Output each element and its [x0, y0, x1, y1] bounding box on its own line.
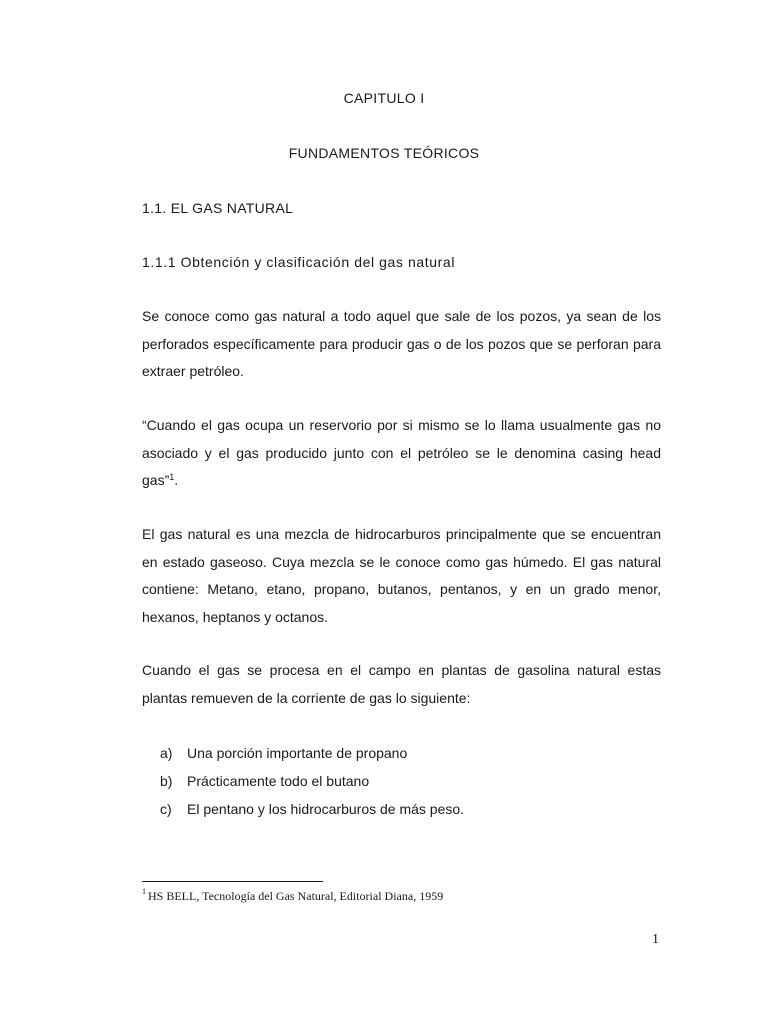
- removal-list: [160, 739, 464, 823]
- list-item: [160, 767, 464, 795]
- list-item-text: Prácticamente todo el butano: [187, 773, 370, 789]
- footnote-divider: [142, 881, 323, 882]
- list-item-text: El pentano y los hidrocarburos de más peso.: [187, 801, 465, 817]
- chapter-subtitle: FUNDAMENTOS TEÓRICOS: [288, 145, 480, 161]
- footnote-reference: 1: [169, 472, 175, 482]
- quote-text: “Cuando el gas ocupa un reservorio por si mismo se lo llama usualmente gas no asociado y el gas producido junto con el petróleo se le denomina casing head gas”: [142, 417, 661, 488]
- paragraph-composition: El gas natural es una mezcla de hidrocarburos principalmente que se encuentran en estado gaseoso. Cuya mezcla se le conoce como gas húmedo. El gas natural contiene: Metano, etano, propano, butanos, pentanos, y en un grado menor, hexanos, heptanos y octanos.: [142, 526, 661, 625]
- list-item-text: Una porción importante de propano: [187, 745, 408, 761]
- list-marker: c): [160, 801, 172, 817]
- subsection-heading: 1.1.1 Obtención y clasificación del gas natural: [142, 254, 456, 270]
- paragraph-definition: Se conoce como gas natural a todo aquel que sale de los pozos, ya sean de los perforados específicamente para producir gas o de los pozos que se perforan para extraer petróleo.: [142, 308, 661, 379]
- list-item: [160, 739, 464, 767]
- footnote-number: 1: [142, 887, 146, 896]
- paragraph-processing: Cuando el gas se procesa en el campo en plantas de gasolina natural estas plantas remueven de la corriente de gas lo siguiente:: [142, 662, 661, 706]
- section-heading: 1.1. EL GAS NATURAL: [142, 200, 294, 216]
- paragraph-quote: [142, 412, 661, 495]
- footnote-text: HS BELL, Tecnología del Gas Natural, Editorial Diana, 1959: [148, 889, 444, 903]
- list-marker: b): [160, 773, 173, 789]
- page-number: 1: [652, 932, 659, 947]
- list-marker: a): [160, 745, 173, 761]
- footnote: [142, 889, 443, 904]
- quote-end: .: [174, 472, 179, 488]
- list-item: [160, 795, 464, 823]
- chapter-title: CAPITULO I: [343, 90, 425, 106]
